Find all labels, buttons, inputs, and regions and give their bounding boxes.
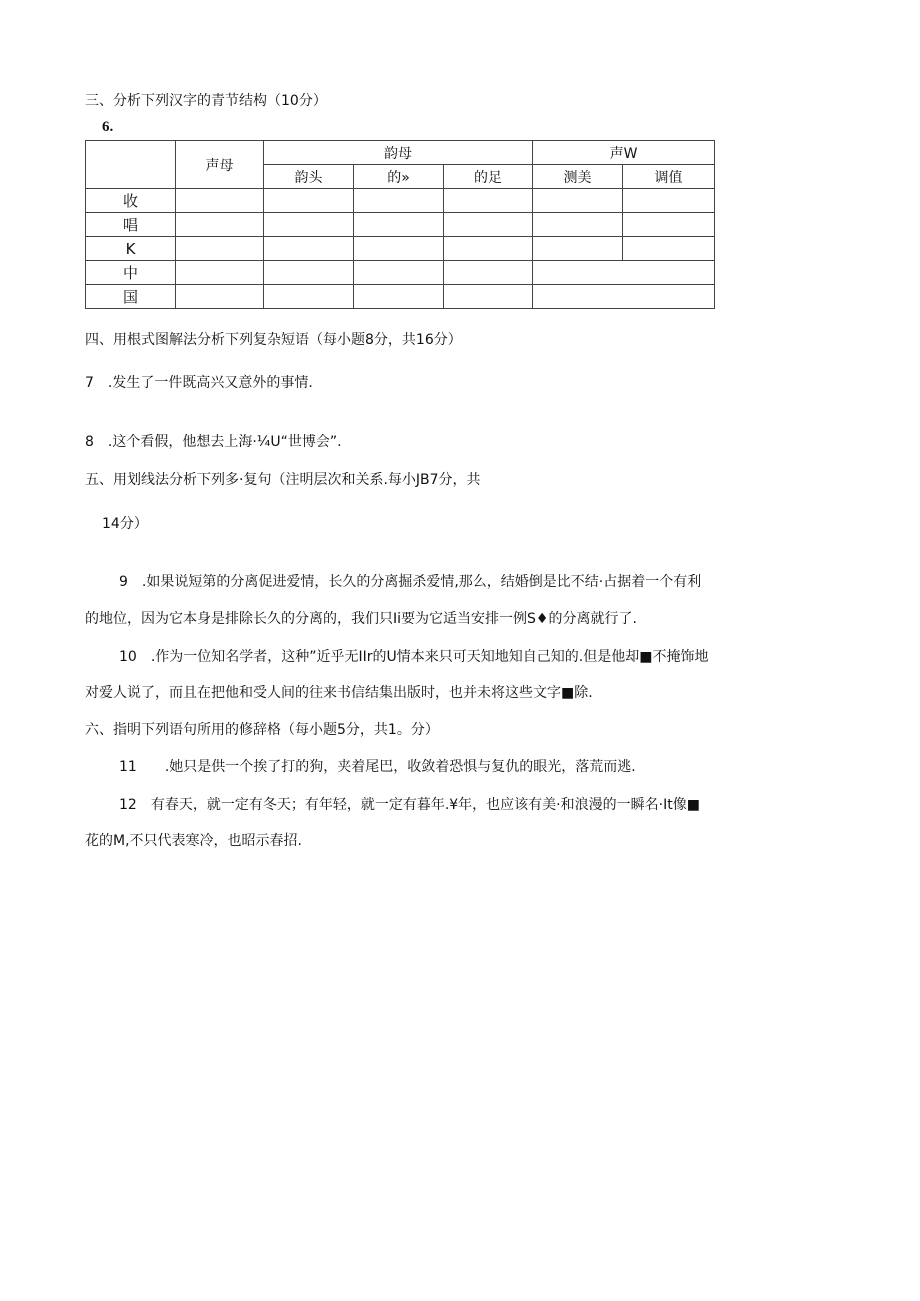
table-cell	[444, 189, 533, 213]
row-header: 唱	[86, 213, 176, 237]
table-cell	[354, 261, 444, 285]
header-yunfu: 的»	[354, 165, 444, 189]
header-yunwei: 的足	[444, 165, 533, 189]
table-row	[86, 285, 715, 309]
question-6-number: 6.	[102, 119, 114, 135]
question-9-line-1: 9 .如果说短第的分离促进爱情，长久的分离掘杀爱情,那么，结婚倒是比不结·占据着一个有利	[119, 574, 702, 590]
table-row	[86, 237, 715, 261]
section-5-title-continued: 14分）	[102, 516, 148, 532]
row-header: 收	[86, 189, 176, 213]
table-cell	[444, 285, 533, 309]
table-cell	[623, 237, 715, 261]
table-cell	[444, 237, 533, 261]
table-cell	[264, 213, 354, 237]
table-row	[86, 213, 715, 237]
table-row	[86, 189, 715, 213]
table-cell	[444, 261, 533, 285]
header-shengmu: 声母	[176, 141, 264, 189]
row-header: K	[86, 237, 176, 261]
question-11: 11 .她只是供一个挨了打的狗，夹着尾巴，收敛着恐惧与复仇的眼光，落荒而逃.	[119, 759, 636, 775]
table-cell-merged	[533, 285, 715, 309]
question-8: 8 .这个看假，他想去上海·¼U“世博会”.	[85, 434, 342, 450]
table-cell	[533, 189, 623, 213]
table-cell	[354, 285, 444, 309]
table-cell	[176, 237, 264, 261]
header-yunmu: 韵母	[264, 141, 533, 165]
header-diaozhi: 调值	[623, 165, 715, 189]
question-12-line-1: 12 有春天，就一定有冬天；有年轻，就一定有暮年.¥年，也应该有美·和浪漫的一瞬名·It像■	[119, 797, 700, 813]
header-diaolei: 测美	[533, 165, 623, 189]
table-cell	[623, 213, 715, 237]
header-shengdiao: 声W	[533, 141, 715, 165]
section-4-title: 四、用根式图解法分析下列复杂短语（每小题8分，共16分）	[85, 332, 462, 348]
question-9-line-2: 的地位，因为它本身是排除长久的分离的，我们只Ii要为它适当安排一例S♦的分离就行了.	[85, 611, 637, 627]
table-cell-merged	[533, 261, 715, 285]
row-header: 中	[86, 261, 176, 285]
table-cell	[264, 189, 354, 213]
table-cell	[264, 237, 354, 261]
table-corner-cell	[86, 141, 176, 189]
header-yuntou: 韵头	[264, 165, 354, 189]
syllable-structure-table	[85, 140, 715, 309]
question-12-line-2: 花的M,不只代表寒冷，也昭示春招.	[85, 833, 302, 849]
table-cell	[354, 189, 444, 213]
question-10-line-2: 对爱人说了，而且在把他和受人间的往来书信结集出版时，也并未将这些文字■除.	[85, 685, 593, 701]
table-row	[86, 261, 715, 285]
table-cell	[264, 285, 354, 309]
section-3-title: 三、分析下列汉字的青节结构（10分）	[85, 93, 327, 109]
section-6-title: 六、指明下列语句所用的修辞格（每小题5分，共1。分）	[85, 722, 439, 738]
table-cell	[176, 285, 264, 309]
table-cell	[176, 213, 264, 237]
row-header: 国	[86, 285, 176, 309]
question-7: 7 .发生了一件既高兴又意外的事情.	[85, 375, 313, 391]
table-cell	[444, 213, 533, 237]
table-cell	[176, 261, 264, 285]
table-cell	[533, 213, 623, 237]
table-cell	[264, 261, 354, 285]
table-cell	[533, 237, 623, 261]
section-5-title: 五、用划线法分析下列多·复句（注明层次和关系.每小JB7分，共	[85, 472, 481, 488]
table-cell	[354, 237, 444, 261]
question-10-line-1: 10 .作为一位知名学者，这种”近乎无IIr的U情本来只可天知地知自己知的.但是他却■不掩饰地	[119, 649, 709, 665]
table-cell	[623, 189, 715, 213]
table-cell	[354, 213, 444, 237]
table-cell	[176, 189, 264, 213]
